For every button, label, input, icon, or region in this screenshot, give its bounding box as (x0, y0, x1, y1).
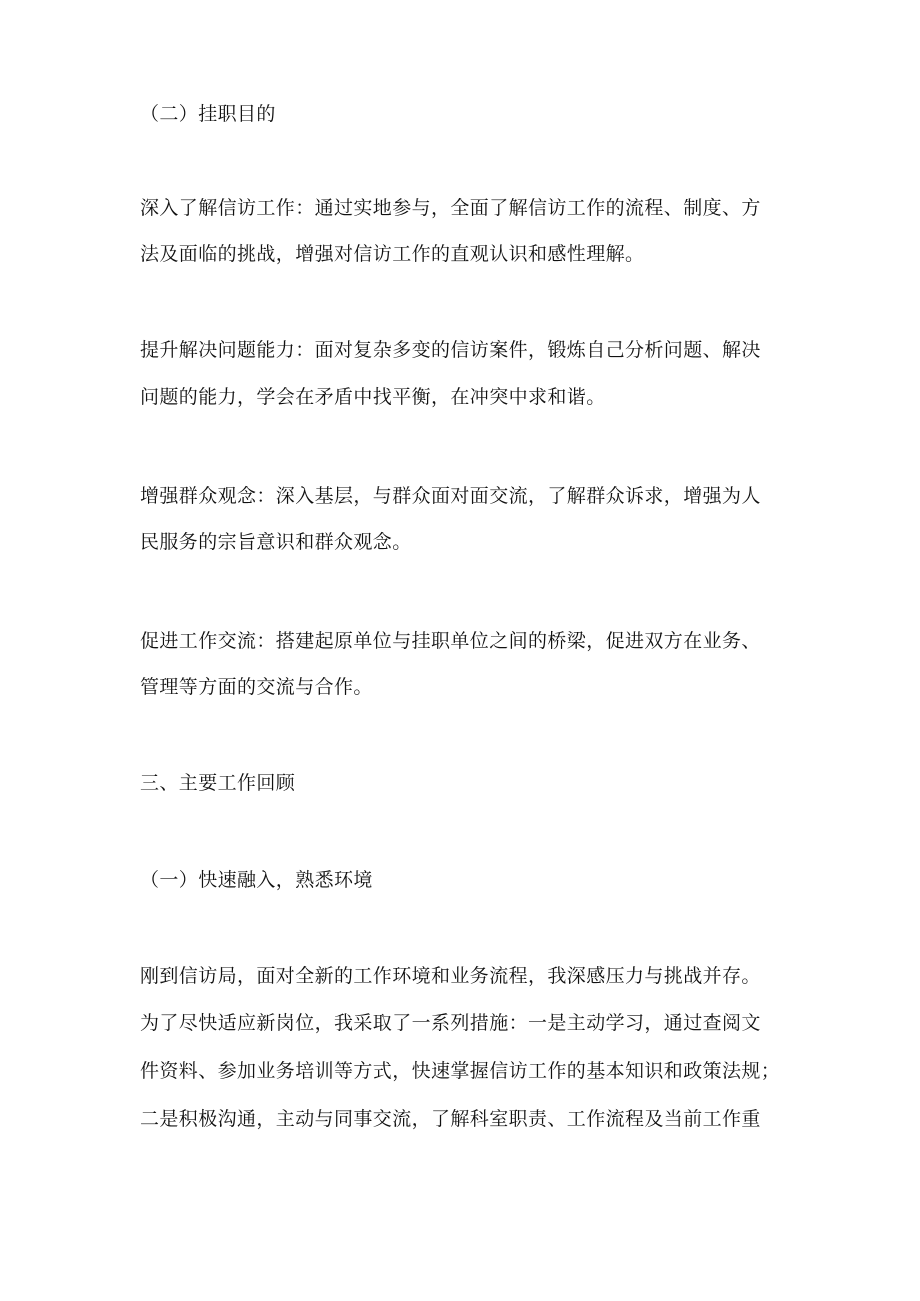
subsection-heading: （一）快速融入，熟悉环境 (140, 869, 373, 891)
paragraph-line: 为了尽快适应新岗位，我采取了一系列措施：一是主动学习，通过查阅文 (140, 1012, 761, 1034)
section-heading-purpose: （二）挂职目的 (140, 103, 276, 125)
paragraph-line: 民服务的宗旨意识和群众观念。 (140, 531, 412, 553)
paragraph-line: 法及面临的挑战，增强对信访工作的直观认识和感性理解。 (140, 243, 645, 265)
paragraph-line: 管理等方面的交流与合作。 (140, 676, 373, 698)
paragraph-line: 促进工作交流：搭建起原单位与挂职单位之间的桥梁，促进双方在业务、 (140, 630, 761, 652)
section-heading-review: 三、主要工作回顾 (140, 772, 296, 794)
paragraph-line: 件资料、参加业务培训等方式，快速掌握信访工作的基本知识和政策法规； (140, 1060, 781, 1082)
paragraph-line: 提升解决问题能力：面对复杂多变的信访案件，锻炼自己分析问题、解决 (140, 339, 761, 361)
paragraph-line: 增强群众观念：深入基层，与群众面对面交流，了解群众诉求，增强为人 (140, 485, 761, 507)
paragraph-line: 二是积极沟通，主动与同事交流，了解科室职责、工作流程及当前工作重 (140, 1108, 761, 1130)
paragraph-line: 刚到信访局，面对全新的工作环境和业务流程，我深感压力与挑战并存。 (140, 965, 761, 987)
paragraph-line: 问题的能力，学会在矛盾中找平衡，在冲突中求和谐。 (140, 386, 606, 408)
paragraph-line: 深入了解信访工作：通过实地参与，全面了解信访工作的流程、制度、方 (140, 197, 761, 219)
